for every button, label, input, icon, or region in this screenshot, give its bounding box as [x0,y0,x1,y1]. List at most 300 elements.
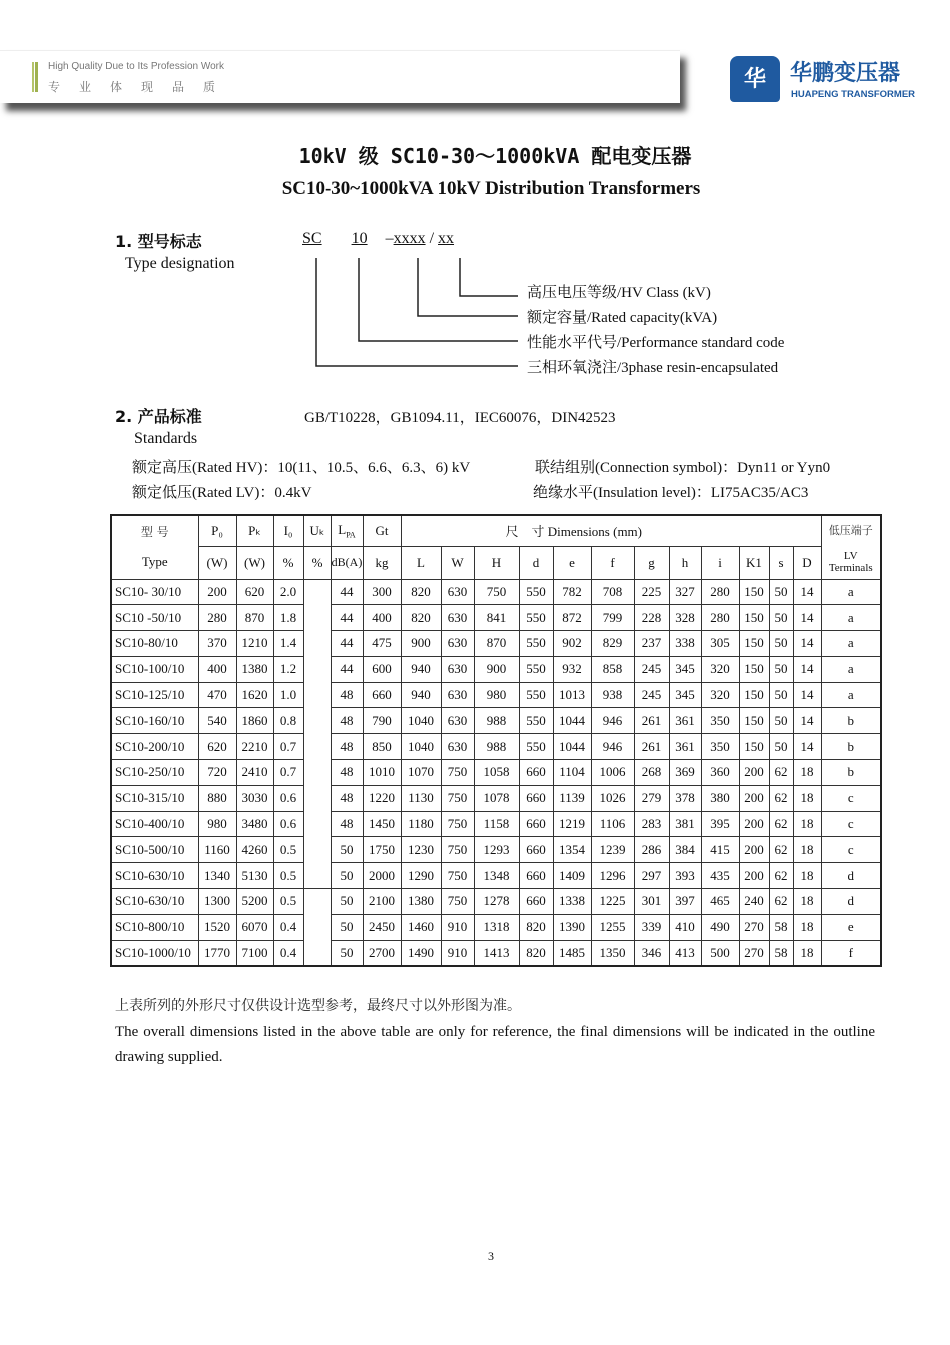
table-cell: 395 [701,811,739,837]
table-cell: 435 [701,863,739,889]
table-cell: 50 [769,605,793,631]
th-lpa-sub: PA [346,530,356,540]
table-cell: 1104 [553,760,591,786]
table-cell: 245 [634,682,669,708]
table-cell: c [821,837,881,863]
table-cell: 18 [793,940,821,966]
table-cell: 345 [669,682,701,708]
table-cell: 750 [441,863,474,889]
table-cell: 1460 [401,914,441,940]
table-cell: 268 [634,760,669,786]
cell-type: SC10-630/10 [111,889,198,915]
standards-list: GB/T10228，GB1094.11，IEC60076，DIN42523 [304,410,616,426]
table-cell: 550 [519,631,553,657]
table-cell: 361 [669,708,701,734]
table-cell: 225 [634,579,669,605]
th-pk: Pₖ [236,515,273,546]
header-row-1 [111,515,881,546]
table-cell: 820 [401,579,441,605]
table-row [111,914,881,940]
table-cell: 0.8 [273,708,303,734]
table-cell: 14 [793,605,821,631]
table-cell: 297 [634,863,669,889]
cell-type: SC10-200/10 [111,734,198,760]
table-cell: 870 [236,605,273,631]
table-cell: b [821,734,881,760]
table-cell: 1.4 [273,631,303,657]
table-cell: 946 [591,708,634,734]
table-cell: 0.4 [273,940,303,966]
tagline-cn: 专业体现品质 [48,80,235,94]
page-number: 3 [488,1249,494,1263]
table-cell: 1860 [236,708,273,734]
table-cell: 0.4 [273,914,303,940]
cell-type: SC10 -50/10 [111,605,198,631]
th-i0: I₀ [273,515,303,546]
table-cell: 2.0 [273,579,303,605]
table-cell: a [821,631,881,657]
table-cell: 261 [634,734,669,760]
table-cell: 660 [519,863,553,889]
table-cell: 350 [701,708,739,734]
table-cell: 14 [793,682,821,708]
table-cell: 0.6 [273,811,303,837]
uk-group-cell [303,889,331,967]
table-cell: 1013 [553,682,591,708]
table-cell: 660 [519,889,553,915]
table-cell: 50 [331,914,363,940]
table-cell: 2450 [363,914,401,940]
table-cell: 946 [591,734,634,760]
table-cell: 18 [793,760,821,786]
table-cell: 750 [441,760,474,786]
table-cell: 750 [441,811,474,837]
table-cell: 980 [474,682,519,708]
table-cell: 50 [769,579,793,605]
table-cell: 369 [669,760,701,786]
table-cell: a [821,579,881,605]
table-cell: 1026 [591,785,634,811]
header-row-2 [111,546,881,579]
table-cell: 345 [669,656,701,682]
th-gt: Gt [363,515,401,546]
table-cell: 1290 [401,863,441,889]
tagline-en: High Quality Due to Its Profession Work [48,61,224,72]
table-cell: 245 [634,656,669,682]
table-cell: 1255 [591,914,634,940]
table-cell: 200 [739,760,769,786]
cell-type: SC10-250/10 [111,760,198,786]
cell-type: SC10-800/10 [111,914,198,940]
table-cell: 1340 [198,863,236,889]
table-row [111,682,881,708]
th-pk-unit: (W) [236,546,273,579]
table-cell: 400 [363,605,401,631]
designation-leader-lines [0,0,950,400]
table-cell: 829 [591,631,634,657]
table-cell: 750 [441,837,474,863]
table-cell: 48 [331,682,363,708]
table-cell: 940 [401,682,441,708]
table-cell: 14 [793,708,821,734]
table-cell: 900 [474,656,519,682]
table-cell: 50 [769,631,793,657]
table-cell: 660 [519,760,553,786]
table-cell: 18 [793,914,821,940]
table-cell: 200 [198,579,236,605]
th-gt-unit: kg [363,546,401,579]
table-cell: 872 [553,605,591,631]
table-cell: 381 [669,811,701,837]
table-cell: 1300 [198,889,236,915]
table-cell: 240 [739,889,769,915]
table-cell: 328 [669,605,701,631]
code-10: 10 [351,230,368,247]
table-cell: f [821,940,881,966]
specs-table [110,514,882,967]
table-cell: 0.7 [273,760,303,786]
table-cell: 338 [669,631,701,657]
table-cell: 1409 [553,863,591,889]
table-cell: 5200 [236,889,273,915]
table-cell: 415 [701,837,739,863]
label-performance-code: 性能水平代号/Performance standard code [527,335,785,351]
table-cell: 48 [331,708,363,734]
table-cell: 200 [739,785,769,811]
table-cell: 799 [591,605,634,631]
table-cell: 1296 [591,863,634,889]
cell-type: SC10- 30/10 [111,579,198,605]
table-cell: 50 [331,863,363,889]
table-cell: 820 [519,940,553,966]
th-p0: P₀ [198,515,236,546]
uk-group-cell [303,579,331,889]
table-cell: 870 [474,631,519,657]
th-lpa-main: L [338,521,347,537]
table-cell: 200 [739,837,769,863]
table-cell: 18 [793,811,821,837]
table-cell: 5130 [236,863,273,889]
table-cell: 1130 [401,785,441,811]
table-cell: 988 [474,734,519,760]
table-cell: 1106 [591,811,634,837]
table-cell: 305 [701,631,739,657]
table-cell: b [821,708,881,734]
table-cell: 790 [363,708,401,734]
th-p0-unit: (W) [198,546,236,579]
table-cell: 360 [701,760,739,786]
table-cell: 3030 [236,785,273,811]
th-type-cn: 型 号 [111,515,198,546]
table-cell: 397 [669,889,701,915]
table-cell: 1413 [474,940,519,966]
label-resin-encapsulated: 三相环氧浇注/3phase resin-encapsulated [527,360,779,376]
table-cell: 630 [441,579,474,605]
table-cell: b [821,760,881,786]
table-cell: 6070 [236,914,273,940]
table-cell: 465 [701,889,739,915]
table-cell: 940 [401,656,441,682]
table-cell: 630 [441,682,474,708]
cell-type: SC10-100/10 [111,656,198,682]
table-cell: 50 [769,708,793,734]
table-cell: 4260 [236,837,273,863]
table-cell: 1520 [198,914,236,940]
table-cell: 1139 [553,785,591,811]
table-cell: 18 [793,785,821,811]
th-dim-s: s [769,546,793,579]
table-cell: e [821,914,881,940]
th-dim-f: f [591,546,634,579]
table-cell: 14 [793,656,821,682]
table-cell: 620 [236,579,273,605]
th-lpa [331,515,363,546]
table-cell: 980 [198,811,236,837]
table-cell: 237 [634,631,669,657]
table-cell: 44 [331,656,363,682]
table-cell: a [821,682,881,708]
table-cell: 350 [701,734,739,760]
table-cell: 3480 [236,811,273,837]
rated-hv: 额定高压(Rated HV)：10(11、10.5、6.6、6.3、6) kV [132,460,471,476]
table-cell: 820 [519,914,553,940]
table-cell: 820 [401,605,441,631]
table-cell: 1006 [591,760,634,786]
table-cell: 1293 [474,837,519,863]
table-cell: 1338 [553,889,591,915]
table-cell: 410 [669,914,701,940]
table-cell: 14 [793,579,821,605]
table-cell: 1348 [474,863,519,889]
table-cell: a [821,605,881,631]
table-cell: 58 [769,914,793,940]
table-cell: 630 [441,734,474,760]
table-cell: 320 [701,682,739,708]
table-cell: 18 [793,863,821,889]
table-cell: 150 [739,682,769,708]
table-cell: 1354 [553,837,591,863]
table-cell: 750 [474,579,519,605]
cell-type: SC10-400/10 [111,811,198,837]
table-cell: 1078 [474,785,519,811]
table-cell: d [821,889,881,915]
th-uk-unit: % [303,546,331,579]
table-row [111,656,881,682]
table-cell: 1770 [198,940,236,966]
table-cell: 1318 [474,914,519,940]
table-cell: 490 [701,914,739,940]
table-cell: 286 [634,837,669,863]
table-cell: 1158 [474,811,519,837]
table-cell: 600 [363,656,401,682]
table-cell: 932 [553,656,591,682]
table-cell: 1380 [236,656,273,682]
table-cell: 0.5 [273,863,303,889]
table-cell: 708 [591,579,634,605]
table-cell: 858 [591,656,634,682]
rated-lv: 额定低压(Rated LV)：0.4kV [132,485,312,501]
table-cell: 50 [331,889,363,915]
table-row [111,889,881,915]
table-cell: 1160 [198,837,236,863]
table-cell: 339 [634,914,669,940]
table-cell: 280 [701,605,739,631]
table-cell: 261 [634,708,669,734]
table-cell: 384 [669,837,701,863]
table-cell: 750 [441,785,474,811]
table-cell: 301 [634,889,669,915]
table-cell: 62 [769,889,793,915]
table-cell: 327 [669,579,701,605]
table-cell: 630 [441,708,474,734]
table-cell: 1070 [401,760,441,786]
table-cell: 300 [363,579,401,605]
note-cn: 上表所列的外形尺寸仅供设计选型参考，最终尺寸以外形图为准。 [115,998,521,1014]
table-cell: 550 [519,656,553,682]
cell-type: SC10-315/10 [111,785,198,811]
table-cell: 1490 [401,940,441,966]
th-dim-d-upper: D [793,546,821,579]
table-cell: 660 [363,682,401,708]
th-lv-en: LV Terminals [821,546,881,579]
th-dim-h: H [474,546,519,579]
table-cell: 1210 [236,631,273,657]
code-slash: / [425,230,439,247]
cell-type: SC10-125/10 [111,682,198,708]
table-row [111,760,881,786]
section2-heading: 2. 产品标准 [115,407,202,426]
table-cell: 750 [441,889,474,915]
table-cell: 2210 [236,734,273,760]
th-dim-l: L [401,546,441,579]
table-cell: 48 [331,811,363,837]
table-cell: 550 [519,734,553,760]
table-cell: 660 [519,785,553,811]
table-cell: 400 [198,656,236,682]
table-cell: 270 [739,940,769,966]
code-xx: xx [438,230,455,247]
table-cell: 62 [769,863,793,889]
th-lpa-unit: dB(A) [331,546,363,579]
table-row [111,785,881,811]
th-uk: Uₖ [303,515,331,546]
section1-heading: 1. 型号标志 [115,232,202,251]
th-dimensions: 尺 寸 Dimensions (mm) [401,515,821,546]
table-cell: 18 [793,837,821,863]
table-cell: 14 [793,734,821,760]
title-en: SC10-30~1000kVA 10kV Distribution Transformers [281,178,701,199]
table-cell: 279 [634,785,669,811]
table-cell: 18 [793,889,821,915]
table-cell: 550 [519,579,553,605]
table-cell: 2410 [236,760,273,786]
table-cell: 270 [739,914,769,940]
table-cell: 280 [701,579,739,605]
table-cell: 850 [363,734,401,760]
table-cell: 150 [739,734,769,760]
table-cell: 988 [474,708,519,734]
th-type-en: Type [111,546,198,579]
table-cell: 393 [669,863,701,889]
table-cell: 1450 [363,811,401,837]
table-cell: 620 [198,734,236,760]
table-cell: 44 [331,631,363,657]
table-cell: 1010 [363,760,401,786]
label-hv-class: 高压电压等级/HV Class (kV) [527,285,711,301]
table-cell: 1230 [401,837,441,863]
code-xxxx: xxxx [393,230,426,247]
table-cell: 0.7 [273,734,303,760]
table-cell: 62 [769,837,793,863]
table-cell: 550 [519,605,553,631]
table-cell: 660 [519,837,553,863]
table-cell: 2700 [363,940,401,966]
table-cell: 0.5 [273,837,303,863]
table-cell: 938 [591,682,634,708]
table-cell: 370 [198,631,236,657]
title-cn: 10kV 级 SC10-30～1000kVA 配电变压器 [298,144,692,168]
table-cell: 1220 [363,785,401,811]
table-cell: 1.8 [273,605,303,631]
table-cell: 1.0 [273,682,303,708]
table-row [111,631,881,657]
table-row [111,734,881,760]
table-cell: 470 [198,682,236,708]
table-cell: 200 [739,863,769,889]
table-cell: 1278 [474,889,519,915]
table-body [111,579,881,966]
table-cell: 1380 [401,889,441,915]
table-cell: 346 [634,940,669,966]
table-cell: 630 [441,631,474,657]
section1-subheading: Type designation [125,255,235,272]
table-cell: 1239 [591,837,634,863]
table-row [111,579,881,605]
table-cell: 150 [739,631,769,657]
table-cell: 475 [363,631,401,657]
logo-name-cn: 华鹏变压器 [790,61,901,86]
table-cell: 2000 [363,863,401,889]
table-cell: a [821,656,881,682]
table-cell: 1.2 [273,656,303,682]
table-cell: d [821,863,881,889]
th-dim-g: g [634,546,669,579]
table-cell: 1219 [553,811,591,837]
table-cell: 62 [769,760,793,786]
th-lv-cn: 低压端子 [821,515,881,546]
table-cell: 44 [331,579,363,605]
table-cell: 1390 [553,914,591,940]
table-cell: 150 [739,708,769,734]
cell-type: SC10-630/10 [111,863,198,889]
table-cell: 0.6 [273,785,303,811]
code-sc: SC [302,230,322,247]
table-row [111,837,881,863]
table-cell: 7100 [236,940,273,966]
table-row [111,605,881,631]
table-cell: 62 [769,811,793,837]
table-cell: 48 [331,734,363,760]
table-cell: 48 [331,760,363,786]
table-cell: 910 [441,940,474,966]
th-dim-e: e [553,546,591,579]
insulation-level: 绝缘水平(Insulation level)：LI75AC35/AC3 [533,485,809,501]
cell-type: SC10-500/10 [111,837,198,863]
table-row [111,940,881,966]
table-cell: 150 [739,579,769,605]
cell-type: SC10-160/10 [111,708,198,734]
table-cell: 1040 [401,708,441,734]
